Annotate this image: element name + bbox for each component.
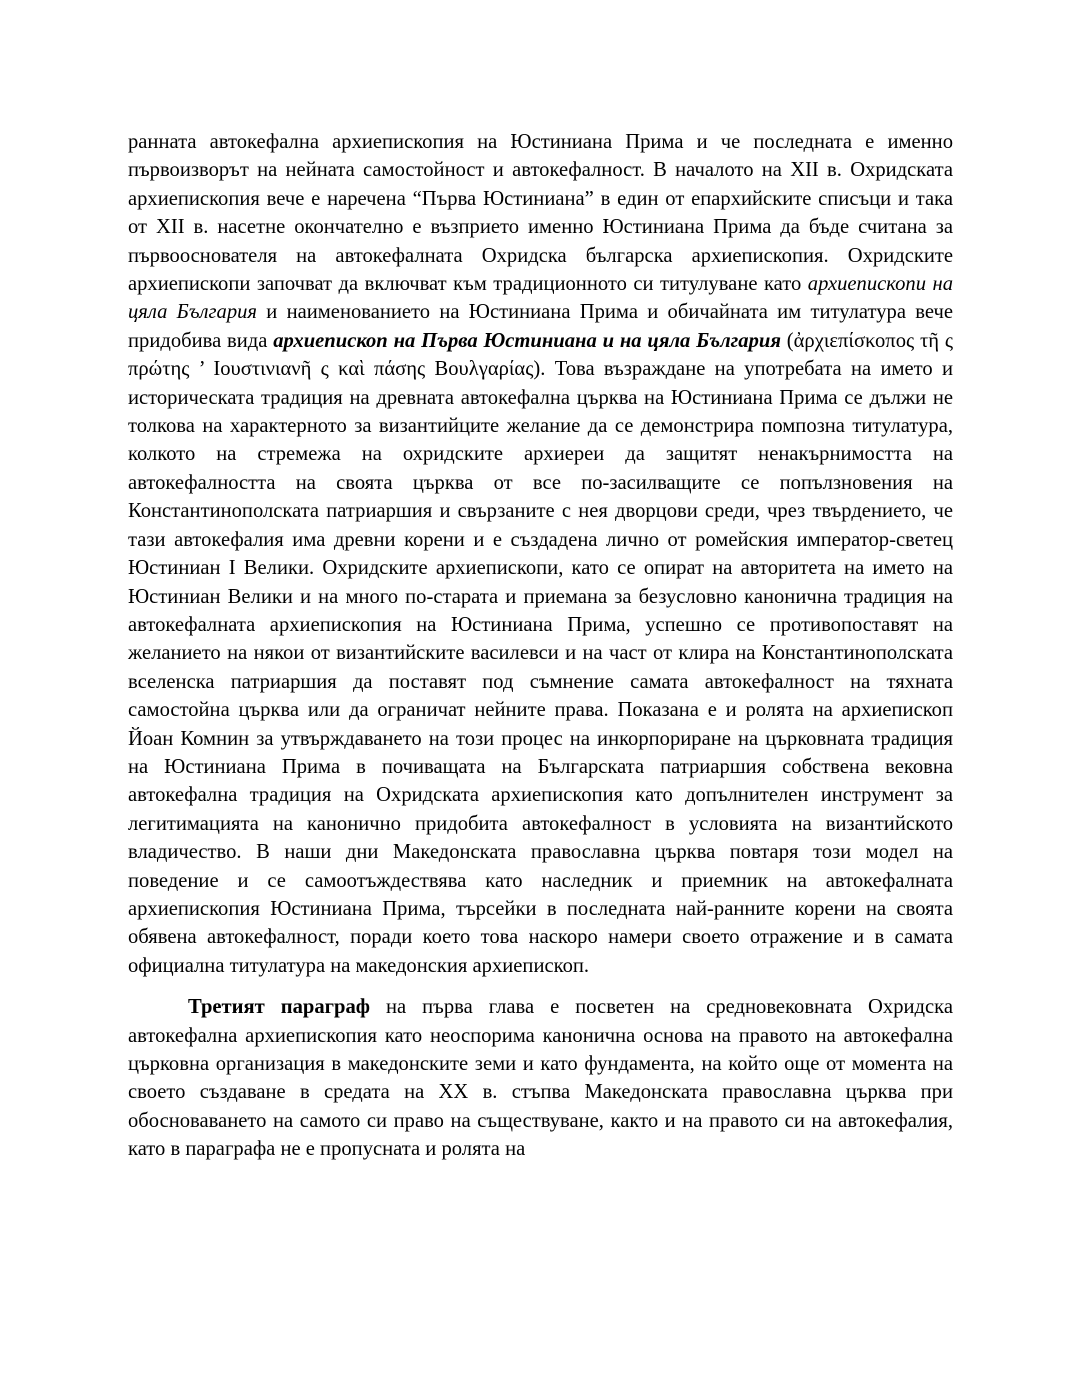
greek-title: (ἀρχιεπίσκοπος τῆ ς πρώτης ’ Ιουστινιανῆ ς καὶ πάσης Βουλγαρίας) — [128, 329, 953, 381]
paragraph-2-text: на първа глава е посветен на средновековната Охридска автокефална архиепископия като неоспорима канонична основа на правото на автокефална църковна организация в македонските земи и като фундамента, на който още от момента на своето създаване в средата на XX в. стъпва Македонската православна църква при обосноваването на самото си право на съществуване, както и на правото си на автокефалия, като в параграфа не е пропусната и ролята на — [128, 996, 953, 1161]
document-page — [128, 128, 953, 1164]
paragraph-1-text-c: . Това възраждане на употребата на името и историческата традиция на древната автокефална църква на Юстиниана Прима се дължи не толкова на характерното за византийците желание да се демонстрира помпозна титулатура, колкото на стремежа на охридските архиереи да защитят ненакърнимостта на автокефалността на своята църква от все по-засилващите се попълзновения на Константинополската патриаршия и свързаните с нея дворцови среди, чрез твърдението, че тази автокефалия има древни корени и е създадена лично от ромейския император-светец Юстиниан I Велики. Охридските архиепископи, като се опират на авторитета на името на Юстиниан Велики и на много по-старата и приемана за безусловно канонична традиция на автокефалната архиепископия на Юстиниана Прима, успешно се противопоставят на желанието на някои от византийските василевси и на част от клира на Константинополската вселенска патриаршия да поставят под съмнение самата автокефалност на тяхната самостойна църква или да ограничат нейните права. Показана е и ролята на архиепископ Йоан Комнин за утвърждаването на този процес на инкорпориране на църковната традиция на Юстиниана Прима в почиващата на Българската патриаршия собствена вековна автокефална традиция на Охридската архиепископия като допълнителен инструмент за легитимацията на канонично придобита автокефалност в условията на византийското владичество. В наши дни Македонската православна църква повтаря този модел на поведение и се самоотъждествява като наследник и приемник на автокефалната архиепископия Юстиниана Прима, търсейки в последната най-ранните корени на своята обявена автокефалност, поради което това наскоро намери своето отражение и в самата официална титулатура на македонския архиепископ. — [128, 358, 953, 977]
paragraph-2-bold-lead: Третият параграф — [188, 996, 371, 1019]
body-paragraph-1 — [128, 128, 953, 980]
body-paragraph-2 — [128, 993, 953, 1163]
bold-italic-title-phrase: архиепископ на Първа Юстиниана и на цяла България — [273, 329, 781, 352]
paragraph-1-text-a: ранната автокефална архиепископия на Юстиниана Прима и че последната е именно първоизворът на нейната самостойност и автокефалност. В началото на XII в. Охридската архиепископия вече е наречена “Първа Юстиниана” в един от епархийските списъци и така от XII в. насетне окончателно е възприето именно Юстиниана Прима да бъде считана за първооснователя на автокефалната Охридска българска архиепископия. Охридските архиепископи започват да включват към традиционното си титулуване като — [128, 131, 953, 296]
paragraph-1-text-b: и наименованието на Юстиниана Прима и обичайната им титулатура вече придобива вида — [128, 301, 953, 352]
italic-phrase-archbishops-of-all-bulgaria: архиепископи на цяла България — [128, 273, 953, 324]
